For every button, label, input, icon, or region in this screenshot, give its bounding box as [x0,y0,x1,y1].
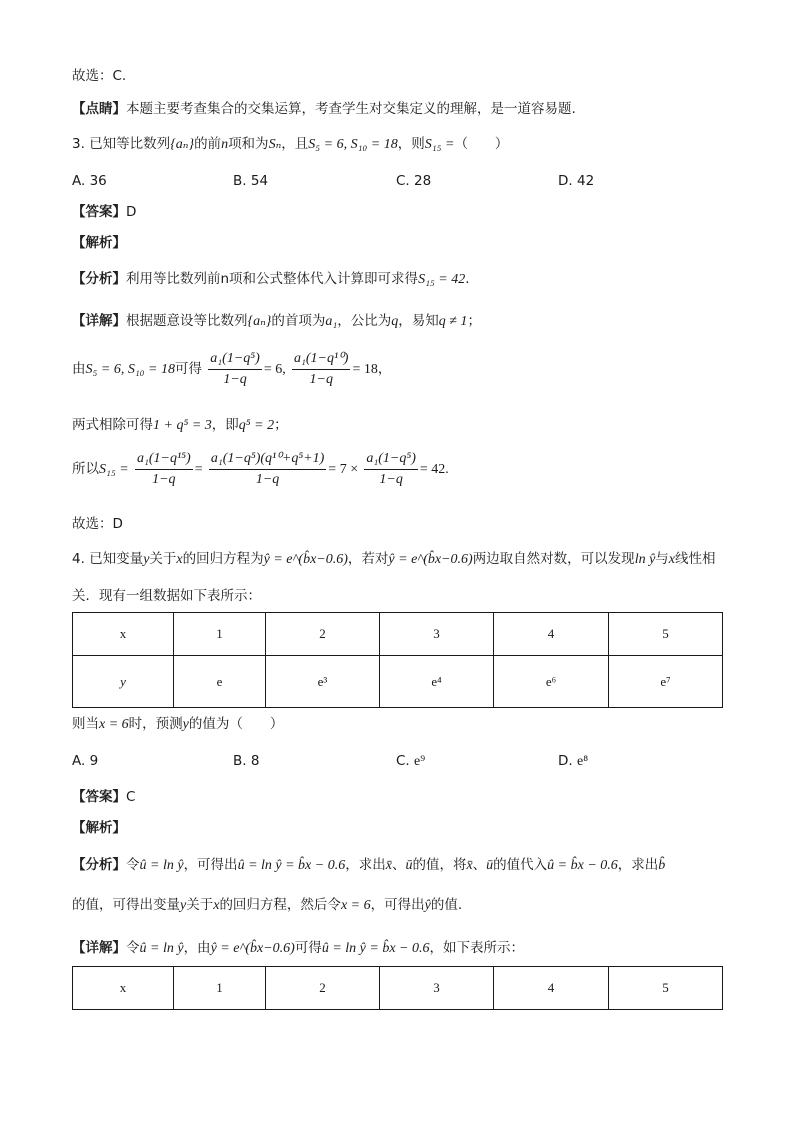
q3-option-c: C. 28 [396,173,432,189]
q4-detail: 【详解】令û = ln ŷ，由ŷ = e^(b̂x−0.6)可得û = ln ŷ = b̂x − 0.6，如下表所示： [72,940,525,956]
table-cell: e³ [266,656,380,708]
table-cell: 1 [174,613,266,656]
q3-step2: 两式相除可得1 + q⁵ = 3，即q⁵ = 2； [72,417,288,433]
q4-option-a: A. 9 [72,753,99,769]
q3-cond: S₅ = 6, S₁₀ = 18 [308,137,398,152]
q3-ask: S₁₅ = [424,137,455,152]
q3-frac5: $\frac{\text{a₁(1−q⁵)}}{1-q}$ [366,450,416,487]
q3-answer-tag: 【答案】 [72,204,126,220]
q3-analysis-tag: 【解析】 [72,235,126,251]
q3-step3: 所以S₁₅ = $\frac{\text{a₁(1−q¹⁵)}}{1-q}$ = $\frac{\text{a₁(1−q⁵)(q¹⁰+q⁵+1)}}{1-q}$ = 7 × $\frac{\text{a₁(1−q⁵)}}{1-q}$ = 42. [72,450,449,487]
q4-eq2: ŷ = e^(b̂x−0.6) [388,552,473,567]
table-cell: 2 [266,967,380,1010]
table-cell: 4 [494,613,609,656]
table-cell: 5 [609,967,723,1010]
prev-comment [72,99,576,119]
q3-number: 3. [72,136,85,152]
q3-stem [72,134,508,155]
q3-frac1: $\frac{\text{a₁(1−q⁵)}}{1-q}$ [210,350,260,387]
q3-detail: 【详解】根据题意设等比数列{aₙ}的首项为a₁，公比为q，易知q ≠ 1； [72,313,481,329]
q4-data-table-2 [72,966,723,1010]
q4-option-d: D. e⁸ [558,753,589,769]
q4-fenxi-line2: 的值，可得出变量y关于x的回归方程，然后令x = 6，可得出ŷ的值. [72,897,463,913]
q3-final: 故选：D [72,516,123,532]
table-cell: 1 [174,967,266,1010]
table-cell: x [73,967,174,1010]
q3-q: q [391,314,399,329]
table-cell: 3 [380,613,494,656]
q3-stem-c: 项和为 [228,136,269,152]
q3-detail-seq: {aₙ} [247,314,272,329]
table-row [73,656,723,708]
q3-stem-e: ，则 [397,136,425,152]
table-cell: 4 [494,967,609,1010]
q4-fenxi-line1: 【分析】令û = ln ŷ，可得出û = ln ŷ = b̂x − 0.6，求出x̄、ū的值，将x̄、ū的值代入û = b̂x − 0.6，求出b̂ [72,857,666,873]
table-row [73,613,723,656]
table-cell: e⁶ [494,656,609,708]
comment-text: 本题主要考查集合的交集运算，考查学生对交集定义的理解，是一道容易题. [126,101,576,117]
table-cell: e⁴ [380,656,494,708]
q3-frac2: $\frac{\text{a₁(1−q¹⁰)}}{1-q}$ [294,350,349,387]
q3-answer-value: D [126,204,137,220]
q3-sn: Sₙ [268,137,282,152]
table-cell: 3 [380,967,494,1010]
q3-seq: {aₙ} [170,137,195,152]
q3-fenxi-result: S₁₅ = 42 [418,272,466,287]
prev-answer-line: 故选：C. [72,68,127,84]
q3-n: n [221,137,229,152]
q3-paren: （ ） [454,136,509,152]
q4-ask: 则当x = 6时，预测y的值为（ ） [72,716,284,732]
q3-stem-a: 已知等比数列 [89,136,171,152]
q4-option-c: C. e⁹ [396,753,426,769]
q3-qne: q ≠ 1 [438,314,468,329]
q4-stem-line2: 关．现有一组数据如下表所示： [72,588,261,604]
q3-stem-d: ，且 [281,136,309,152]
q3-stem-b: 的前 [194,136,222,152]
q3-a1: a₁ [325,314,338,329]
q3-answer [72,202,136,222]
q4-analysis-tag: 【解析】 [72,820,126,836]
table-cell: e [174,656,266,708]
q3-fenxi-text: 利用等比数列前n项和公式整体代入计算即可求得 [126,271,419,287]
q4-data-table [72,612,723,708]
q3-step1: 由S₅ = 6, S₁₀ = 18可得 $\frac{\text{a₁(1−q⁵)}}{1-q}$ = 6, $\frac{\text{a₁(1−q¹⁰)}}{1-q}$ = 18， [72,350,392,387]
q4-eq1: ŷ = e^(b̂x−0.6) [263,552,348,567]
q3-fenxi: 【分析】利用等比数列前n项和公式整体代入计算即可求得S₁₅ = 42. [72,271,470,287]
table-cell: x [73,613,174,656]
table-cell: 5 [609,613,723,656]
q4-stem-line1: 4. 已知变量y关于x的回归方程为ŷ = e^(b̂x−0.6)，若对ŷ = e^(b̂x−0.6)两边取自然对数，可以发现ln ŷ与x线性相 [72,551,716,567]
q3-option-b: B. 54 [233,173,269,189]
table-row [73,967,723,1010]
q4-answer-value: C [126,789,136,805]
q3-detail-tag: 【详解】 [72,313,126,329]
table-cell: e⁷ [609,656,723,708]
comment-tag: 【点睛】 [72,101,126,117]
q3-frac3: $\frac{\text{a₁(1−q¹⁵)}}{1-q}$ [136,450,191,487]
table-cell: 2 [266,613,380,656]
q4-option-b: B. 8 [233,753,260,769]
q3-fenxi-tag: 【分析】 [72,271,126,287]
table-cell: y [73,656,174,708]
q3-option-d: D. 42 [558,173,595,189]
q3-frac4: $\frac{\text{a₁(1−q⁵)(q¹⁰+q⁵+1)}}{1-q}$ [210,450,325,487]
q3-option-a: A. 36 [72,173,107,189]
q4-answer: 【答案】C [72,789,136,805]
